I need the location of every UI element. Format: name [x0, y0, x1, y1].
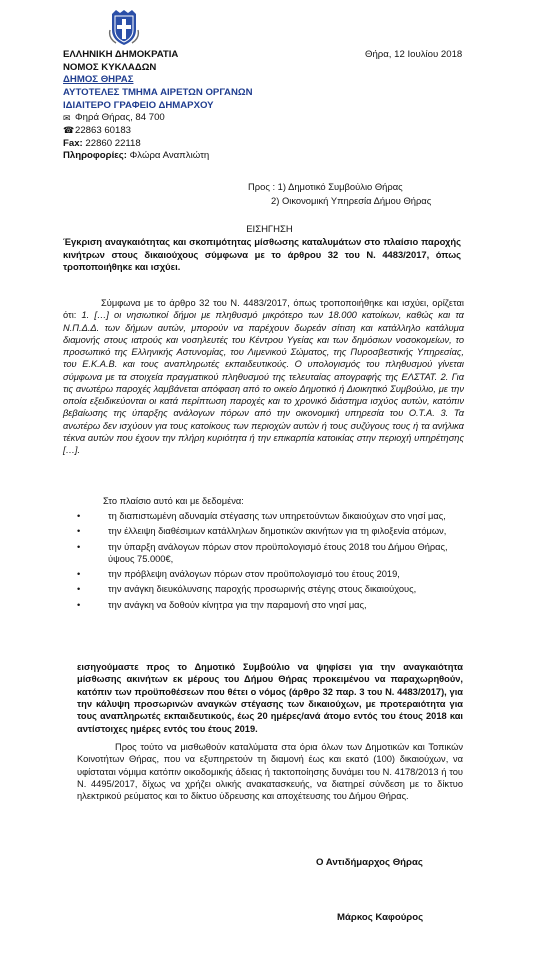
document-date: Θήρα, 12 Ιουλίου 2018 — [365, 49, 463, 60]
document-subject: Έγκριση αναγκαιότητας και σκοπιμότητας μίσθωσης καταλυμάτων στο πλαίσιο παροχής κινήτρων στους δικαιούχους σύμφωνα με το άρθρου 32 του Ν. 4483/2017, όπως τροποποιήθηκε και ισχύει. — [63, 236, 461, 272]
info-text: Φλώρα Αναπλιώτη — [129, 150, 210, 162]
recipient-2: 2) Οικονομική Υπηρεσία Δήμου Θήρας — [271, 194, 432, 206]
recipients — [248, 180, 431, 207]
law-citation-lead: Σύμφωνα με το άρθρο 32 του Ν. 4483/2017, όπως τροποποιήθηκε και ισχύει, ορίζεται ότι: — [63, 298, 464, 321]
recipient-1: 1) Δημοτικό Συμβούλιο Θήρας — [277, 181, 403, 192]
phone-line — [63, 125, 323, 138]
list-item: • τη διαπιστωμένη αδυναμία στέγασης των υπηρετούντων δικαιούχων στο νησί μας, — [77, 511, 446, 521]
envelope-icon: ✉ — [63, 112, 71, 123]
prefecture-name: ΝΟΜΟΣ ΚΥΚΛΑΔΩΝ — [63, 61, 157, 73]
address-line — [63, 112, 323, 125]
list-item: • την πρόβλεψη ανάλογων πόρων στον προϋπολογισμό του έτους 2019, — [77, 569, 400, 580]
info-line — [63, 150, 323, 163]
proposal-paragraph: εισηγούμαστε προς το Δημοτικό Συμβούλιο να ψηφίσει για την αναγκαιότητα μίσθωσης ακινήτων εκ μέρους του Δήμου Θήρας προκειμένου να παραχωρηθούν, κατόπιν των προϋποθέσεων που θέτει ο νόμος (άρθρο 32 παρ. 3 του Ν. 4483/2017), για την κάλυψη προσωρινών αναγκών στέγασης των δικαιούχων, με προτεραιότητα για τους αναπληρωτές εκπαιδευτικούς, έως 20 ημέρες/ανά άτομο εντός του έτους 2018 και αντίστοιχες ημέρες εντός του έτους 2019. — [77, 662, 463, 734]
fax-text: 22860 22118 — [85, 137, 141, 149]
signatory-name: Μάρκος Καφούρος — [337, 912, 424, 923]
fax-label: Fax: — [63, 137, 83, 149]
considerations-intro: Στο πλαίσιο αυτό και με δεδομένα: — [103, 496, 244, 506]
letterhead — [63, 49, 323, 163]
document-title: ΕΙΣΗΓΗΣΗ — [246, 224, 293, 235]
phone-text: 22863 60183 — [75, 124, 132, 136]
list-item: • την έλλειψη διαθέσιμων κατάλληλων δημοτικών ακινήτων για τη φιλοξενία ατόμων, — [77, 526, 447, 537]
conditions-text: Προς τούτο να μισθωθούν καταλύματα στα όρια όλων των Δημοτικών και Τοπικών Κοινοτήτων Θήρας, που να εξυπηρετούν τη διαμονή έως και εκατό (100) δικαιούχων, να υφίσταται νόμιμα κατόπιν οικοδομικής άδειας ή τακτοποίησης δυνάμει του Ν. 4178/2013 ή του Ν. 4495/2017, δίχως να χρήζει ολικής ανακατασκευής, να διατηρεί σύνδεση με το δίκτυο ηλεκτρικού ρεύματος και το δίκτυο ύδρευσης και αποχέτευσης του Δήμου Θήρας. — [77, 742, 463, 802]
address-text: Φηρά Θήρας, 84 700 — [75, 112, 165, 124]
list-item: • την ύπαρξη ανάλογων πόρων στον προϋπολογισμό έτους 2018 του Δήμου Θήρας, ύψους 75.000€, — [77, 541, 448, 564]
law-citation-quote: 1. […] οι νησιωτικοί δήμοι με πληθυσμό μικρότερο των 18.000 κατοίκων, καθώς και τα Ν.Π.Δ.Δ. των δήμων αυτών, μπορούν να παρέχουν δωρεάν σίτιση και κατάλληλο κατάλυμα διαμονής στους ιατρούς και νοσηλευτές του Κέντρου Υγείας και των δημόσιων νοσοκομείων, το προσωπικό της Ελληνικής Αστυνομίας, του Λιμενικού Σώματος, της Πυροσβεστικής Υπηρεσίας, του Ε.Κ.Α.Β. και τους αναπληρωτές εκπαιδευτικούς. Ο υπολογισμός του πληθυσμού γίνεται σύμφωνα με τα στοιχεία πραγματικού πληθυσμού της τελευταίας απογραφής της ΕΛΣΤΑΤ. 2. Για τις ανωτέρω παροχές λαμβάνεται απόφαση από το οικείο Δημοτικό ή Διοικητικό Συμβούλιο, με την οποία εξειδικεύονται οι κατά περίπτωση παροχές και το χρονικό διάστημα ισχύος αυτών, κατόπιν βεβαίωσης της ύπαρξης ανάλογων πόρων από την οικονομική υπηρεσία του Ο.Τ.Α. 3. Τα ανωτέρω δεν ισχύουν για τους κατοίκους των περιοχών αυτών ή τους συζύγους τους ή τα ανήλικα τέκνα αυτών που έχουν την πλήρη κυριότητα ή την επικαρπία κατοικίας στην περιοχή υπηρέτησης […]. — [63, 310, 464, 456]
info-label: Πληροφορίες: — [63, 150, 127, 162]
country-name: ΕΛΛΗΝΙΚΗ ΔΗΜΟΚΡΑΤΙΑ — [63, 49, 179, 60]
telephone-icon: ☎ — [63, 125, 75, 136]
municipality-name: ΔΗΜΟΣ ΘΗΡΑΣ — [63, 74, 134, 86]
signatory-title: Ο Αντιδήμαρχος Θήρας — [316, 857, 423, 868]
recipients-label: Προς : — [248, 181, 276, 192]
conditions-paragraph — [77, 741, 463, 802]
office-name: ΙΔΙΑΙΤΕΡΟ ΓΡΑΦΕΙΟ ΔΗΜΑΡΧΟΥ — [63, 99, 214, 111]
list-item: • την ανάγκη να δοθούν κίνητρα για την παραμονή στο νησί μας, — [77, 599, 367, 610]
fax-line — [63, 138, 323, 151]
list-item: • την ανάγκη διευκόλυνσης παροχής προσωρινής στέγης στους δικαιούχους, — [77, 584, 417, 595]
greek-coat-of-arms-icon — [108, 10, 140, 46]
considerations-list — [63, 510, 463, 614]
law-citation-paragraph — [63, 297, 464, 456]
department-name: ΑΥΤΟΤΕΛΕΣ ΤΜΗΜΑ ΑΙΡΕΤΩΝ ΟΡΓΑΝΩΝ — [63, 86, 253, 98]
